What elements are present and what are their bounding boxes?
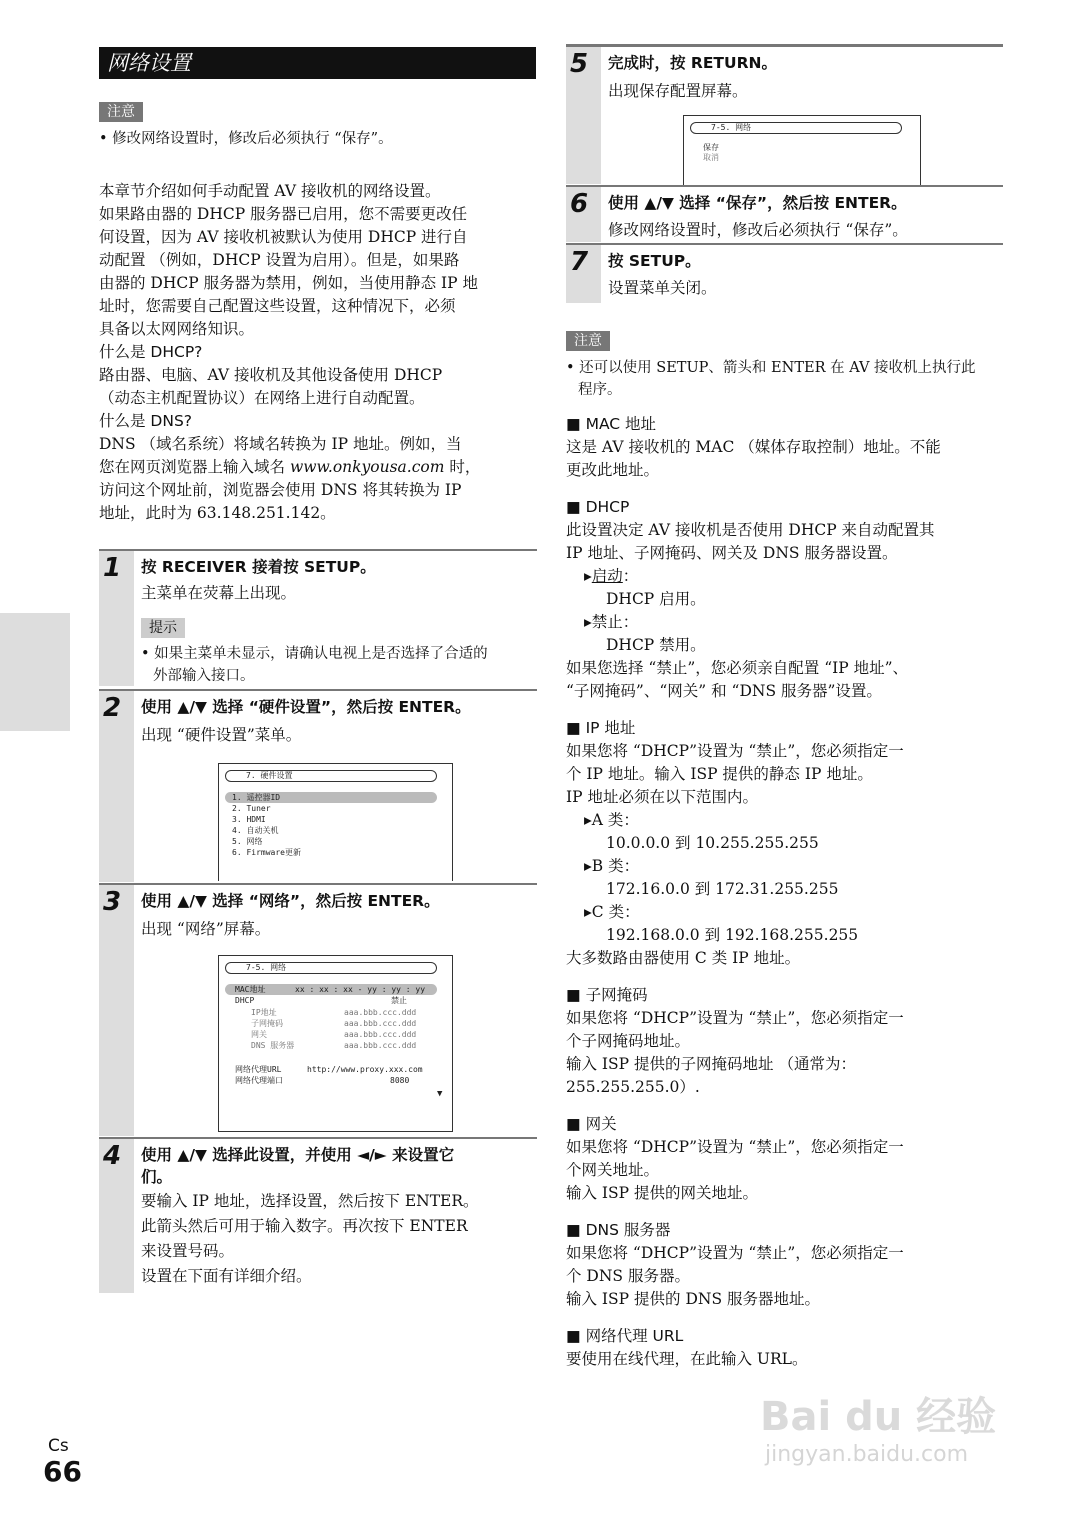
- step-4: 4 使用 ▲/▼ 选择此设置，并使用 ◄/► 来设置它 们。 要输入 IP 地址，选择设置，然后按下 ENTER。 此箭头然后可用于输入数字。再次按下 ENTER 来设置号码。 设置在下面有详细介绍。: [99, 1137, 537, 1293]
- step-5: 5 完成时，按 RETURN。 出现保存配置屏幕。 7-5. 网络 保存 取消: [566, 44, 1003, 184]
- settings-descriptions: ■ MAC 地址 这是 AV 接收机的 MAC （媒体存取控制）地址。不能 更改此地址。 ■ DHCP 此设置决定 AV 接收机是否使用 DHCP 来自动配置其 IP 地址、子网掩码、网关及 DNS 服务器设置。 ▸启动： DHCP 启用。 ▸禁止： DHCP 禁用。 如果您选择 “禁止”，您必须亲自配置 “IP 地址”、 “子网掩码”、“网关” 和 “DNS 服务器”设置。 ■ IP 地址 如果您将 “DHCP”设置为 “禁止”，您必须指定一 个 IP 地址。输入 ISP 提供的静态 IP 地址。 IP 地址必须在以下范围内。 ▸A 类： 10.0.0.0 到 10.255.255.255 ▸B 类： 172.16.0.0 到 172.31.255.255 ▸C 类： 192.168.0.0 到 192.168.255.255 大多数路由器使用 C 类 IP 地址。 ■ 子网掩码 如果您将 “DHCP”设置为 “禁止”，您必须指定一 个子网掩码地址。 输入 ISP 提供的子网掩码地址 （通常为： 255.255.255.0）. ■ 网关 如果您将 “DHCP”设置为 “禁止”，您必须指定一 个网关地址。 输入 ISP 提供的网关地址。 ■ DNS 服务器 如果您将 “DHCP”设置为 “禁止”，您必须指定一 个 DNS 服务器。 输入 ISP 提供的 DNS 服务器地址。 ■ 网络代理 URL 要使用在线代理，在此输入 URL。: [566, 413, 1006, 1371]
- language-code: Cs: [48, 1436, 69, 1456]
- scroll-down-icon: ▼: [437, 1089, 443, 1099]
- intro-paragraph: 本章节介绍如何手动配置 AV 接收机的网络设置。 如果路由器的 DHCP 服务器已启用，您不需要更改任 何设置，因为 AV 接收机被默认为使用 DHCP 进行自 动配置 （例如，DHCP 设置为启用）。但是，如果路 由器的 DHCP 服务器为禁用，例如，当使用静态 IP 地 址时，您需要自己配置这些设置，这种情况下，必须 具备以太网网络知识。 什么是 DHCP? 路由器、电脑、AV 接收机及其他设备使用 DHCP （动态主机配置协议）在网络上进行自动配置。 什么是 DNS? DNS （域名系统）将域名转换为 IP 地址。例如，当 您在网页浏览器上输入域名 www.onkyousa.com 时， 访问这个网址前，浏览器会使用 DNS 将其转换为 IP 地址，此时为 63.148.251.142。: [99, 180, 539, 525]
- step-heading: 使用 ▲/▼ 选择 “网络”，然后按 ENTER。: [141, 892, 440, 910]
- step-number: 1: [103, 553, 122, 583]
- mac-title: ■ MAC 地址: [566, 415, 657, 433]
- step-number: 6: [570, 189, 589, 219]
- step-3: 3 使用 ▲/▼ 选择 “网络”，然后按 ENTER。 出现 “网络”屏幕。 7-5. 网络 MAC地址 xx : xx : xx - yy : yy : yy DHCP 禁止 IP地址 aaa.bbb.ccc.ddd 子网掩码 aaa.bbb.ccc.ddd 网关 aaa.bbb.ccc.ddd DNS 服务器 aaa.bbb.ccc.ddd 网络代理URL http://www.proxy.xxx.com 网络代理端口 8080 ▼: [99, 883, 537, 1136]
- network-settings-screen: 7-5. 网络 MAC地址 xx : xx : xx - yy : yy : yy DHCP 禁止 IP地址 aaa.bbb.ccc.ddd 子网掩码 aaa.bbb.ccc.ddd 网关 aaa.bbb.ccc.ddd DNS 服务器 aaa.bbb.ccc.ddd 网络代理URL http://www.proxy.xxx.com 网络代理端口 8080 ▼: [218, 955, 453, 1132]
- section-title: 网络设置: [99, 47, 536, 79]
- save-option: 保存: [703, 143, 719, 152]
- save-config-screen: 7-5. 网络 保存 取消: [683, 115, 921, 185]
- example-url: www.onkyousa.com: [289, 458, 445, 476]
- step-6: 6 使用 ▲/▼ 选择 “保存”，然后按 ENTER。 修改网络设置时，修改后必须执行 “保存”。: [566, 185, 1003, 242]
- watermark-logo: Bai du 经验: [760, 1394, 997, 1440]
- mask-title: ■ 子网掩码: [566, 986, 648, 1004]
- hardware-settings-screen: 7. 硬件设置 1. 遥控器ID 2. Tuner 3. HDMI 4. 自动关机 5. 网络 6. Firmware更新: [218, 763, 453, 881]
- right-note-label: 注意: [566, 330, 610, 351]
- side-tab: [0, 613, 70, 731]
- step-number: 2: [103, 693, 122, 723]
- step-number: 7: [570, 247, 589, 277]
- step-heading: 使用 ▲/▼ 选择此设置，并使用 ◄/► 来设置它 们。: [141, 1146, 455, 1186]
- cancel-option: 取消: [703, 153, 719, 162]
- proxy-title: ■ 网络代理 URL: [566, 1327, 684, 1345]
- step-heading: 使用 ▲/▼ 选择 “硬件设置”，然后按 ENTER。: [141, 698, 471, 716]
- ip-title: ■ IP 地址: [566, 719, 636, 737]
- step-heading: 按 RECEIVER 接着按 SETUP。: [141, 558, 376, 576]
- step-heading: 按 SETUP。: [608, 252, 701, 270]
- step-7: 7 按 SETUP。 设置菜单关闭。: [566, 243, 1003, 303]
- hint-label: 提示: [141, 617, 185, 638]
- right-note: • 还可以使用 SETUP、箭头和 ENTER 在 AV 接收机上执行此 程序。: [566, 360, 976, 398]
- page-number: 66: [43, 1455, 82, 1488]
- dns-question: 什么是 DNS?: [99, 412, 193, 430]
- watermark-url: jingyan.baidu.com: [765, 1442, 969, 1467]
- dns-title: ■ DNS 服务器: [566, 1221, 671, 1239]
- step-heading: 使用 ▲/▼ 选择 “保存”，然后按 ENTER。: [608, 194, 907, 212]
- gateway-title: ■ 网关: [566, 1115, 617, 1133]
- step-1: 1 按 RECEIVER 接着按 SETUP。 主菜单在荧幕上出现。 提示 • 如果主菜单未显示，请确认电视上是否选择了合适的 外部输入接口。: [99, 549, 537, 686]
- step-2: 2 使用 ▲/▼ 选择 “硬件设置”，然后按 ENTER。 出现 “硬件设置”菜单。 7. 硬件设置 1. 遥控器ID 2. Tuner 3. HDMI 4. 自动关机 5. 网络 6. Firmware更新: [99, 689, 537, 882]
- step-number: 3: [103, 887, 122, 917]
- dhcp-question: 什么是 DHCP?: [99, 343, 203, 361]
- top-note: • 修改网络设置时，修改后必须执行 “保存”。: [99, 131, 393, 147]
- step-number: 4: [103, 1141, 122, 1171]
- step-heading: 完成时，按 RETURN。: [608, 54, 777, 72]
- step-number: 5: [570, 49, 589, 79]
- dhcp-title: ■ DHCP: [566, 498, 630, 516]
- note-label: 注意: [99, 101, 143, 122]
